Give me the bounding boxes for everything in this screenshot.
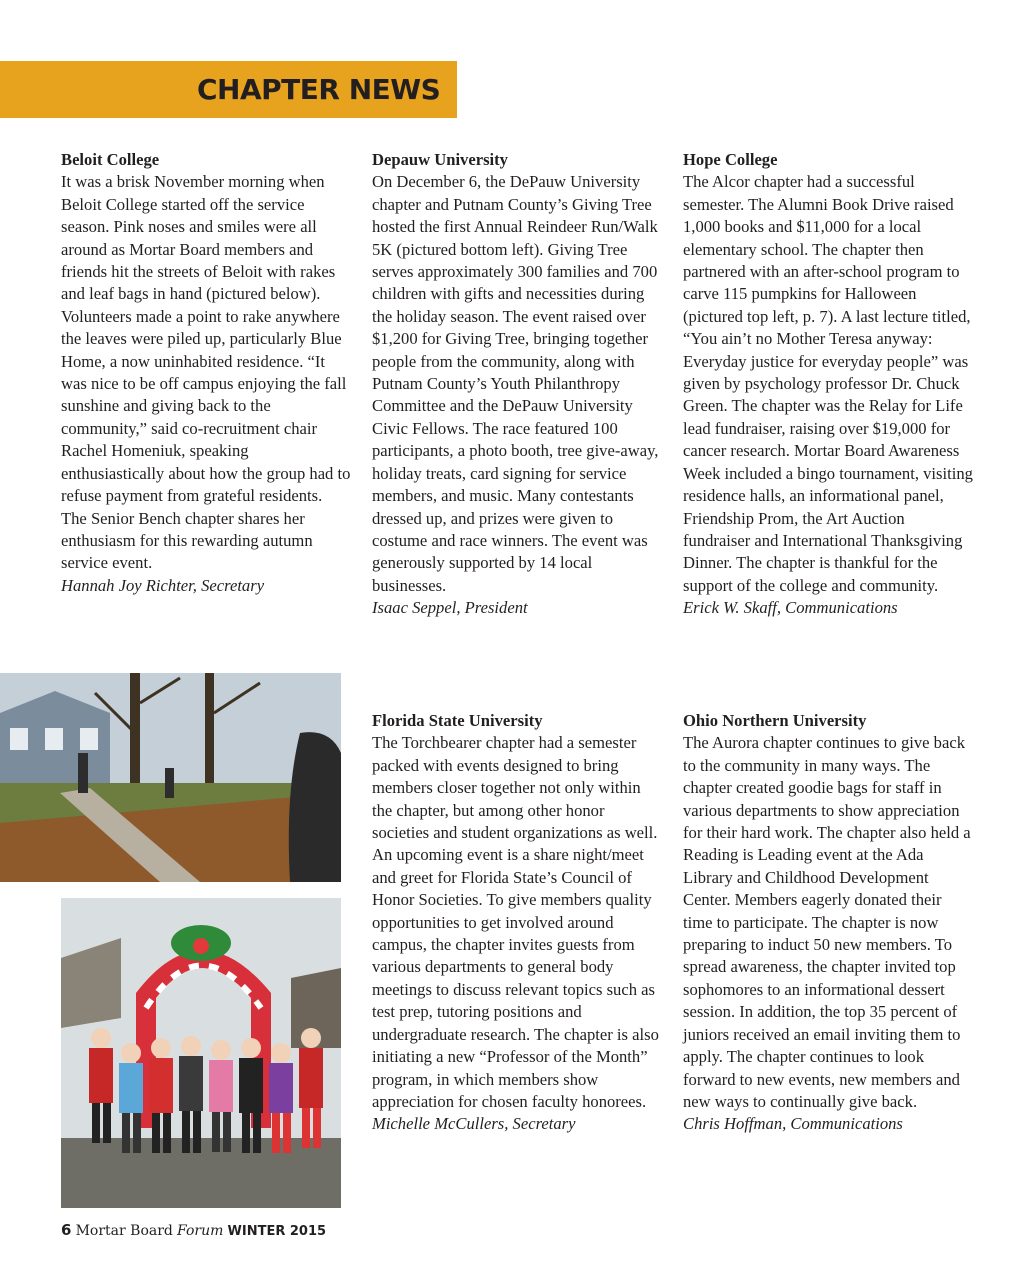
leaf-raking-photo	[0, 673, 341, 882]
magazine-name: Forum	[177, 1223, 224, 1239]
article-depauw	[372, 149, 662, 620]
article-byline: Hannah Joy Richter, Secretary	[61, 575, 265, 595]
article-body: The Aurora chapter continues to give back to the community in many ways. The chapter created goodie bags for staff in various departments to show appreciation for their hard work. The chapter also held a Reading is Leading event at the Ada Library and Childhood Development Center. Members eagerly donated their time to participate. The chapter is now preparing to induct 50 new members. To spread awareness, the chapter invited top sophomores to an informational dessert session. In addition, the top 35 percent of juniors received an email inviting them to apply. The chapter continues to look forward to new events, new members and new ways to continually give back.	[683, 733, 971, 1111]
article-florida-state	[372, 710, 662, 1136]
article-byline: Erick W. Skaff, Communications	[683, 598, 898, 618]
reindeer-run-group-photo	[61, 898, 341, 1208]
page-number: 6	[61, 1221, 72, 1239]
article-byline: Michelle McCullers, Secretary	[372, 1114, 576, 1134]
article-byline: Isaac Seppel, President	[372, 598, 528, 618]
article-title: Ohio Northern University	[683, 711, 867, 730]
chapter-news-banner	[0, 61, 457, 118]
page-footer	[61, 1220, 326, 1242]
article-body: It was a brisk November morning when Beloit College started off the service season. Pink noses and smiles were all around as Mortar Board members and friends hit the streets of Beloit with rakes and leaf bags in hand (pictured below). Volunteers made a point to rake anywhere the leaves were piled up, particularly Blue Home, a now uninhabited residence. “It was nice to be off campus enjoying the fall sunshine and giving back to the community,” said co-recruitment chair Rachel Homeniuk, speaking enthusiastically about how the group had to refuse payment from grateful residents. The Senior Bench chapter shares her enthusiasm for this rewarding autumn service event.	[61, 172, 351, 573]
article-body: The Torchbearer chapter had a semester packed with events designed to bring members closer together not only within the chapter, but among other honor societies and student organizations as well. An upcoming event is a share night/meet and greet for Florida State’s Council of Honor Societies. To give members quality opportunities to get involved around campus, the chapter invites guests from various departments to general body meetings to discuss relevant topics such as test prep, tutoring positions and undergraduate research. The chapter is also initiating a new “Professor of the Month” program, in which members show appreciation for chosen faculty honorees.	[372, 733, 659, 1111]
article-body: On December 6, the DePauw University chapter and Putnam County’s Giving Tree hosted the first Annual Reindeer Run/Walk 5K (pictured bottom left). Giving Tree serves approximately 300 families and 700 children with gifts and necessities during the holiday season. The event raised over $1,200 for Giving Tree, bringing together people from the community, along with Putnam County’s Youth Philanthropy Committee and the DePauw University Civic Fellows. The race featured 100 participants, a photo booth, tree give-away, holiday treats, card signing for service members, and music. Many contestants dressed up, and prizes were given to costume and race winners. The event was generously supported by 14 local businesses.	[372, 172, 659, 595]
publication-name: Mortar Board	[75, 1223, 173, 1239]
article-title: Depauw University	[372, 150, 508, 169]
article-ohio-northern	[683, 710, 975, 1136]
article-hope	[683, 149, 975, 620]
article-title: Hope College	[683, 150, 778, 169]
page-title: CHAPTER NEWS	[197, 73, 441, 106]
article-title: Beloit College	[61, 150, 160, 169]
article-title: Florida State University	[372, 711, 543, 730]
leaf-raking-illustration	[0, 673, 341, 882]
reindeer-run-illustration	[61, 898, 341, 1208]
article-body: The Alcor chapter had a successful semester. The Alumni Book Drive raised 1,000 books and $11,000 for a local elementary school. The chapter then partnered with an after-school program to carve 115 pumpkins for Halloween (pictured top left, p. 7). A last lecture titled, “You ain’t no Mother Teresa anyway: Everyday justice for everyday people” was given by psychology professor Dr. Chuck Green. The chapter was the Relay for Life lead fundraiser, raising over $19,000 for cancer research. Mortar Board Awareness Week included a bingo tournament, visiting residence halls, an informational panel, Friendship Prom, the Art Auction fundraiser and International Thanksgiving Dinner. The chapter is thankful for the support of the college and community.	[683, 172, 973, 595]
article-beloit	[61, 149, 351, 597]
article-byline: Chris Hoffman, Communications	[683, 1114, 903, 1134]
issue-label: WINTER 2015	[227, 1224, 327, 1239]
